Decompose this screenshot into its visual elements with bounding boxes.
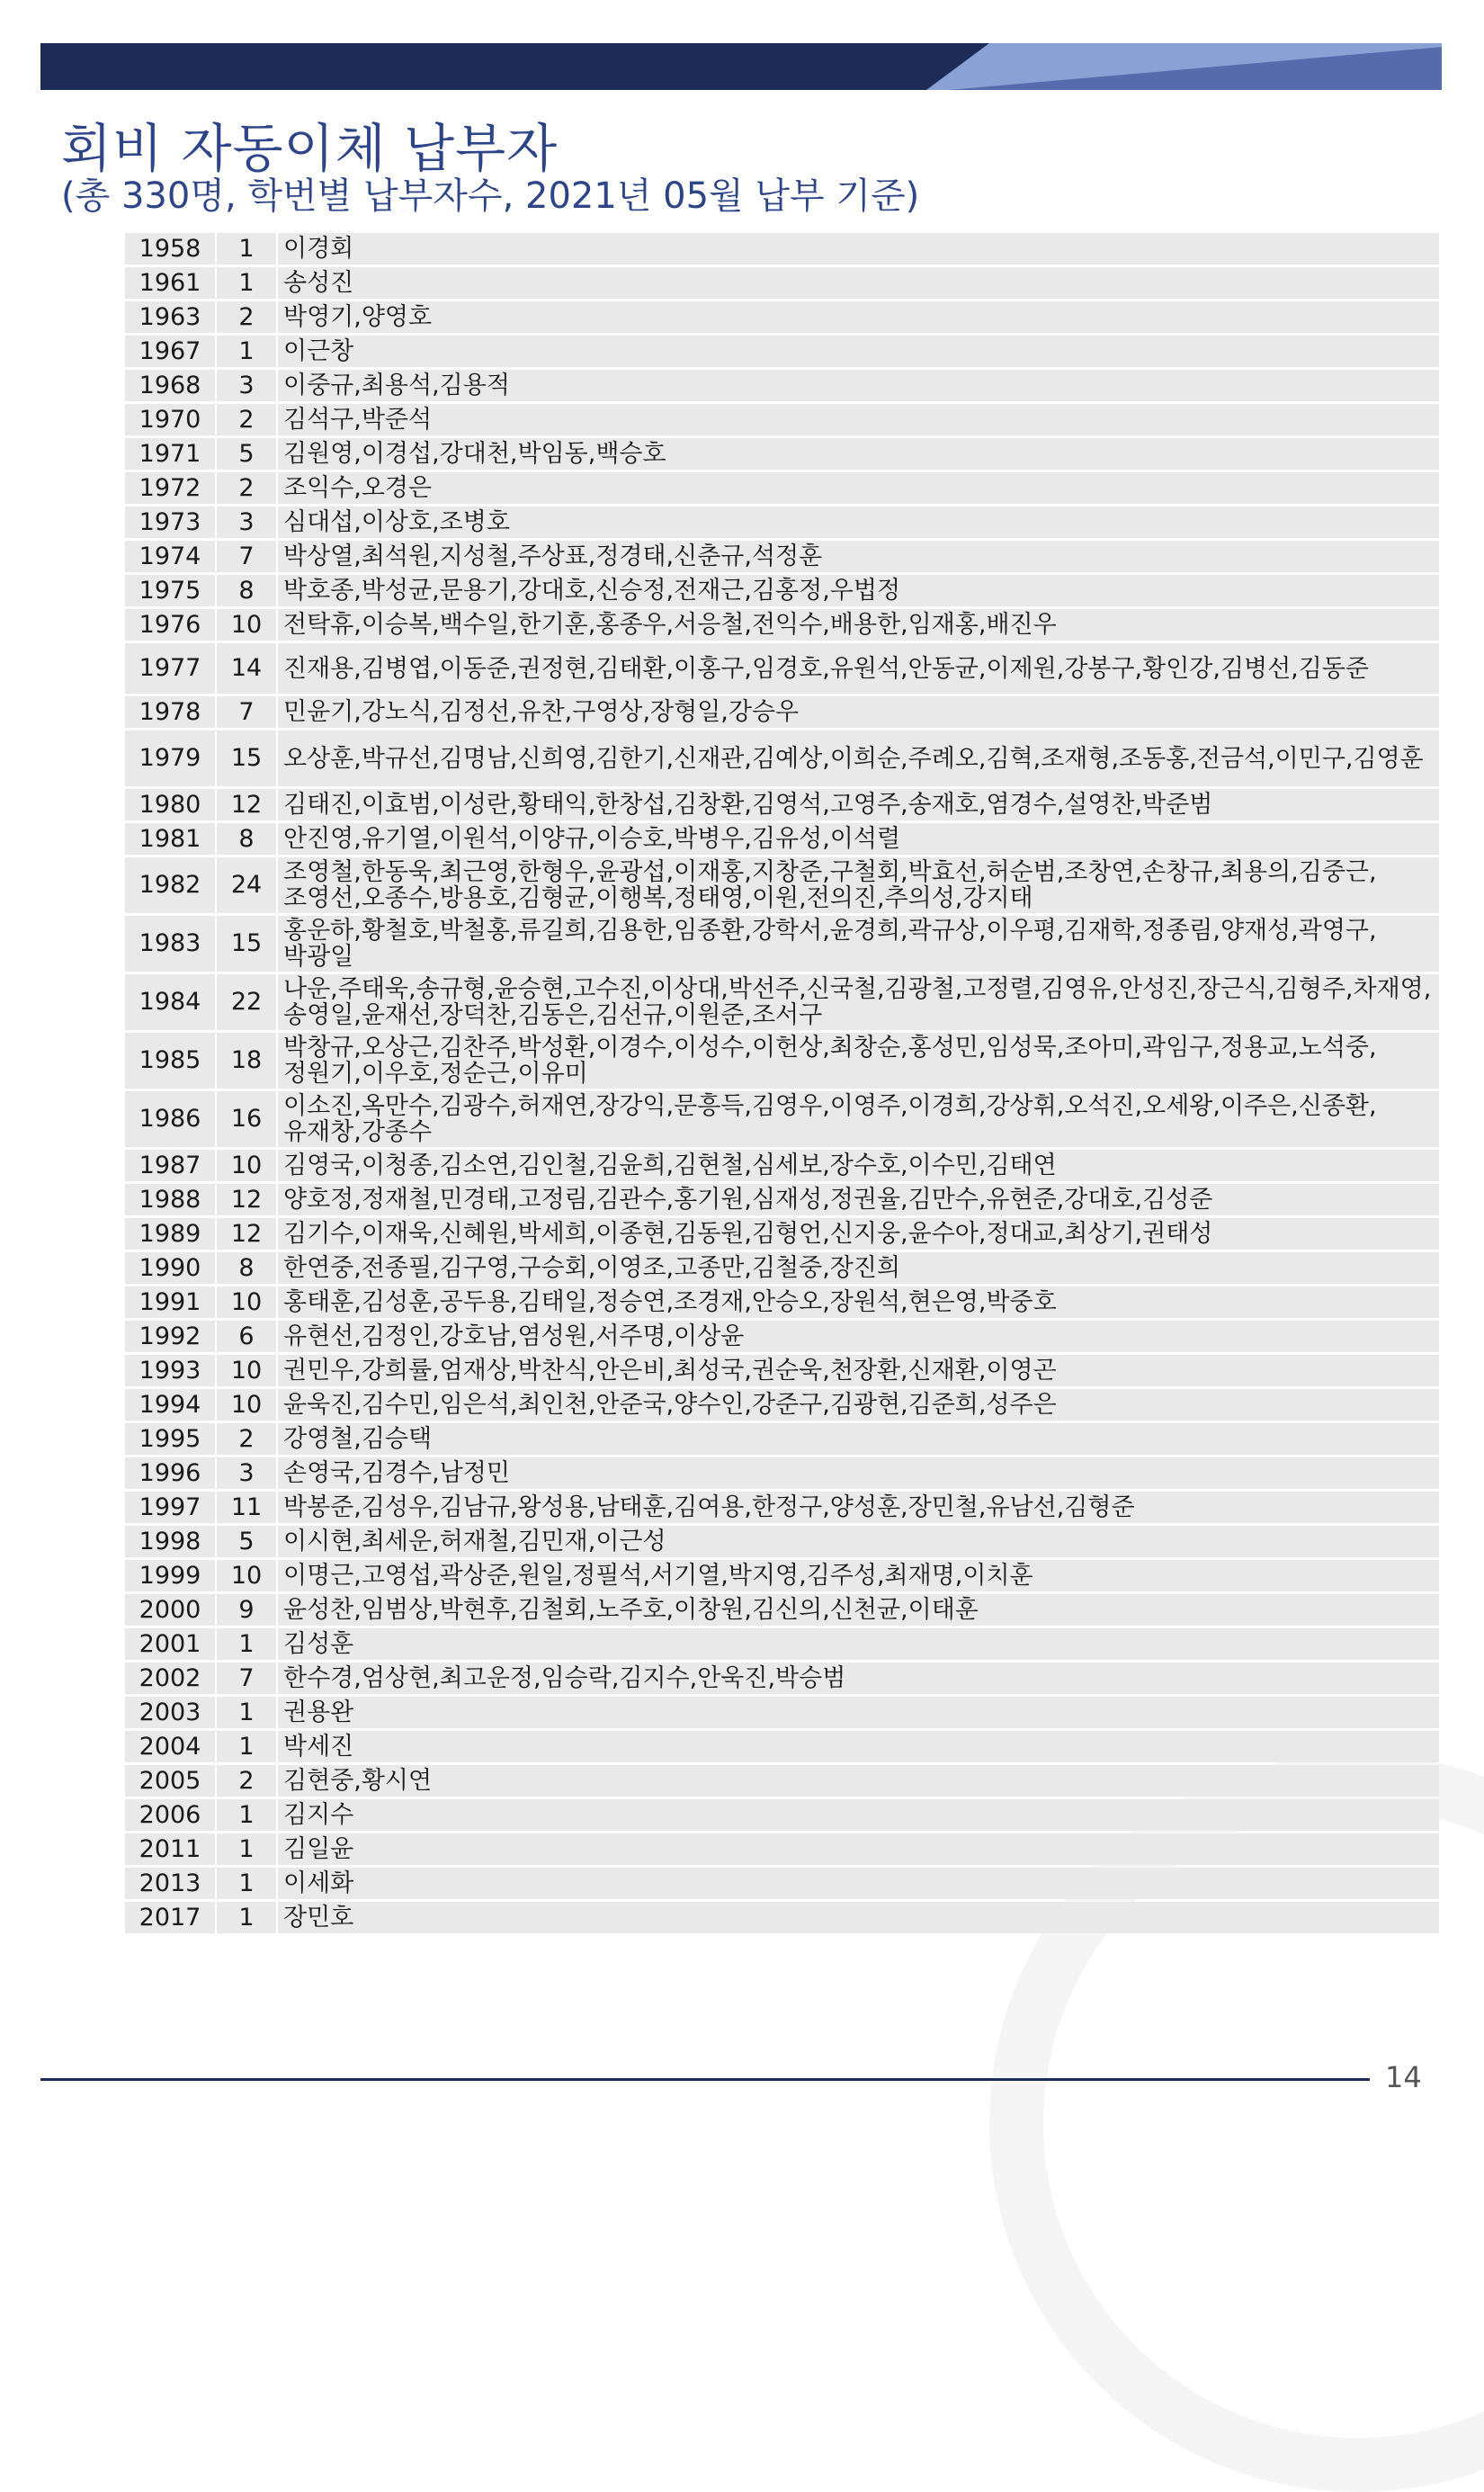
table-row [125, 438, 1439, 470]
table-row [125, 1902, 1439, 1933]
roster-year-cell: 2003 [125, 1697, 215, 1728]
roster-count-cell: 10 [217, 1286, 276, 1318]
roster-count-cell: 7 [217, 1663, 276, 1694]
roster-year-cell: 2004 [125, 1731, 215, 1762]
roster-year-cell: 2011 [125, 1833, 215, 1865]
table-row [125, 267, 1439, 299]
roster-count-cell: 1 [217, 1833, 276, 1865]
table-row [125, 1355, 1439, 1386]
table-row [125, 1833, 1439, 1865]
roster-year-cell: 2017 [125, 1902, 215, 1933]
roster-names-cell: 나운,주태욱,송규형,윤승현,고수진,이상대,박선주,신국철,김광철,고정렬,김영유,안성진,장근식,김형주,차재영,송영일,윤재선,장덕찬,김동은,김선규,이원준,조서구 [278, 974, 1439, 1030]
roster-year-cell: 1981 [125, 823, 215, 855]
table-row [125, 336, 1439, 367]
table-row [125, 1184, 1439, 1215]
page-number: 14 [1385, 2060, 1422, 2094]
table-row [125, 1252, 1439, 1284]
roster-count-cell: 9 [217, 1594, 276, 1626]
roster-names-cell: 김원영,이경섭,강대천,박임동,백승호 [278, 438, 1439, 470]
roster-names-cell: 이세화 [278, 1868, 1439, 1899]
roster-count-cell: 10 [217, 1560, 276, 1591]
roster-count-cell: 3 [217, 370, 276, 401]
table-row [125, 1457, 1439, 1489]
roster-names-cell: 김영국,이청종,김소연,김인철,김윤희,김현철,심세보,장수호,이수민,김태연 [278, 1150, 1439, 1181]
roster-year-cell: 1978 [125, 696, 215, 728]
roster-year-cell: 2002 [125, 1663, 215, 1694]
table-row [125, 1731, 1439, 1762]
roster-count-cell: 2 [217, 1423, 276, 1455]
roster-year-cell: 1973 [125, 506, 215, 538]
roster-names-cell: 박봉준,김성우,김남규,왕성용,남태훈,김여용,한정구,양성훈,장민철,유남선,김형준 [278, 1492, 1439, 1523]
table-row [125, 506, 1439, 538]
roster-names-cell: 김성훈 [278, 1628, 1439, 1660]
roster-count-cell: 12 [217, 789, 276, 820]
roster-body [125, 233, 1439, 1933]
roster-year-cell: 1967 [125, 336, 215, 367]
roster-year-cell: 1996 [125, 1457, 215, 1489]
roster-names-cell: 김지수 [278, 1799, 1439, 1831]
roster-count-cell: 1 [217, 1902, 276, 1933]
roster-count-cell: 7 [217, 696, 276, 728]
roster-year-cell: 1995 [125, 1423, 215, 1455]
table-row [125, 1765, 1439, 1797]
table-row [125, 643, 1439, 694]
roster-year-cell: 1999 [125, 1560, 215, 1591]
table-row [125, 823, 1439, 855]
roster-count-cell: 12 [217, 1184, 276, 1215]
roster-count-cell: 1 [217, 1799, 276, 1831]
table-row [125, 575, 1439, 606]
roster-year-cell: 1984 [125, 974, 215, 1030]
table-row [125, 1389, 1439, 1421]
roster-names-cell: 조영철,한동욱,최근영,한형우,윤광섭,이재홍,지창준,구철회,박효선,허순범,조창연,손창규,최용의,김중근,조영선,오종수,방용호,김형균,이행복,정태영,이원,전의진,추의성,강지태 [278, 857, 1439, 913]
roster-names-cell: 홍태훈,김성훈,공두용,김태일,정승연,조경재,안승오,장원석,현은영,박중호 [278, 1286, 1439, 1318]
footer-rule [40, 2078, 1370, 2081]
roster-count-cell: 3 [217, 506, 276, 538]
roster-year-cell: 1989 [125, 1218, 215, 1250]
table-row [125, 1628, 1439, 1660]
table-row [125, 696, 1439, 728]
roster-year-cell: 2006 [125, 1799, 215, 1831]
roster-count-cell: 14 [217, 643, 276, 694]
roster-names-cell: 김현중,황시연 [278, 1765, 1439, 1797]
table-row [125, 1091, 1439, 1147]
roster-count-cell: 2 [217, 404, 276, 435]
table-row [125, 472, 1439, 504]
roster-count-cell: 2 [217, 472, 276, 504]
roster-count-cell: 1 [217, 267, 276, 299]
roster-count-cell: 5 [217, 1526, 276, 1557]
roster-year-cell: 2005 [125, 1765, 215, 1797]
roster-names-cell: 한연중,전종필,김구영,구승회,이영조,고종만,김철중,장진희 [278, 1252, 1439, 1284]
page-subtitle: (총 330명, 학번별 납부자수, 2021년 05월 납부 기준) [61, 175, 920, 217]
roster-count-cell: 1 [217, 1731, 276, 1762]
roster-names-cell: 이명근,고영섭,곽상준,원일,정필석,서기열,박지영,김주성,최재명,이치훈 [278, 1560, 1439, 1591]
roster-count-cell: 6 [217, 1321, 276, 1352]
table-row [125, 1799, 1439, 1831]
roster-year-cell: 1977 [125, 643, 215, 694]
roster-names-cell: 한수경,엄상현,최고운정,임승락,김지수,안욱진,박승범 [278, 1663, 1439, 1694]
table-row [125, 1423, 1439, 1455]
roster-names-cell: 박상열,최석원,지성철,주상표,정경태,신춘규,석정훈 [278, 541, 1439, 572]
roster-names-cell: 박세진 [278, 1731, 1439, 1762]
roster-names-cell: 손영국,김경수,남정민 [278, 1457, 1439, 1489]
roster-year-cell: 2000 [125, 1594, 215, 1626]
table-row [125, 404, 1439, 435]
roster-count-cell: 8 [217, 1252, 276, 1284]
roster-names-cell: 홍운하,황철호,박철홍,류길희,김용한,임종환,강학서,윤경희,곽규상,이우평,김재학,정종림,양재성,곽영구,박광일 [278, 916, 1439, 972]
roster-year-cell: 1976 [125, 609, 215, 641]
roster-names-cell: 이중규,최용석,김용적 [278, 370, 1439, 401]
roster-count-cell: 8 [217, 823, 276, 855]
roster-names-cell: 이경회 [278, 233, 1439, 264]
roster-names-cell: 박호종,박성균,문용기,강대호,신승정,전재근,김홍정,우법정 [278, 575, 1439, 606]
table-row [125, 1663, 1439, 1694]
roster-year-cell: 1968 [125, 370, 215, 401]
roster-count-cell: 1 [217, 233, 276, 264]
roster-names-cell: 박영기,양영호 [278, 301, 1439, 333]
table-row [125, 1321, 1439, 1352]
roster-names-cell: 진재용,김병엽,이동준,권정현,김태환,이홍구,임경호,유원석,안동균,이제원,강봉구,황인강,김병선,김동준 [278, 643, 1439, 694]
roster-names-cell: 조익수,오경은 [278, 472, 1439, 504]
roster-names-cell: 이소진,옥만수,김광수,허재연,장강익,문흥득,김영우,이영주,이경희,강상휘,오석진,오세왕,이주은,신종환,유재창,강종수 [278, 1091, 1439, 1147]
roster-year-cell: 1998 [125, 1526, 215, 1557]
roster-year-cell: 1983 [125, 916, 215, 972]
roster-year-cell: 1986 [125, 1091, 215, 1147]
roster-count-cell: 1 [217, 336, 276, 367]
table-row [125, 609, 1439, 641]
roster-count-cell: 16 [217, 1091, 276, 1147]
roster-year-cell: 1992 [125, 1321, 215, 1352]
roster-count-cell: 1 [217, 1628, 276, 1660]
roster-year-cell: 1975 [125, 575, 215, 606]
table-row [125, 1697, 1439, 1728]
table-row [125, 1868, 1439, 1899]
roster-count-cell: 11 [217, 1492, 276, 1523]
roster-year-cell: 1987 [125, 1150, 215, 1181]
roster-names-cell: 유현선,김정인,강호남,염성원,서주명,이상윤 [278, 1321, 1439, 1352]
roster-count-cell: 18 [217, 1033, 276, 1089]
roster-names-cell: 강영철,김승택 [278, 1423, 1439, 1455]
roster-names-cell: 민윤기,강노식,김정선,유찬,구영상,장형일,강승우 [278, 696, 1439, 728]
roster-year-cell: 1970 [125, 404, 215, 435]
roster-names-cell: 윤욱진,김수민,임은석,최인천,안준국,양수인,강준구,김광현,김준희,성주은 [278, 1389, 1439, 1421]
roster-year-cell: 1958 [125, 233, 215, 264]
roster-year-cell: 2013 [125, 1868, 215, 1899]
roster-year-cell: 1972 [125, 472, 215, 504]
page-title: 회비 자동이체 납부자 [61, 118, 559, 179]
roster-year-cell: 1988 [125, 1184, 215, 1215]
roster-count-cell: 5 [217, 438, 276, 470]
roster-year-cell: 1993 [125, 1355, 215, 1386]
roster-count-cell: 24 [217, 857, 276, 913]
roster-year-cell: 1961 [125, 267, 215, 299]
table-row [125, 731, 1439, 786]
roster-names-cell: 송성진 [278, 267, 1439, 299]
table-row [125, 370, 1439, 401]
table-row [125, 1594, 1439, 1626]
table-row [125, 916, 1439, 972]
roster-names-cell: 양호정,정재철,민경태,고정림,김관수,홍기원,심재성,정권율,김만수,유현준,강대호,김성준 [278, 1184, 1439, 1215]
roster-year-cell: 1982 [125, 857, 215, 913]
table-row [125, 233, 1439, 264]
table-row [125, 1526, 1439, 1557]
roster-count-cell: 10 [217, 609, 276, 641]
roster-names-cell: 전탁휴,이승복,백수일,한기훈,홍종우,서응철,전익수,배용한,임재홍,배진우 [278, 609, 1439, 641]
roster-names-cell: 이근창 [278, 336, 1439, 367]
roster-count-cell: 10 [217, 1150, 276, 1181]
roster-year-cell: 1980 [125, 789, 215, 820]
roster-names-cell: 오상훈,박규선,김명남,신희영,김한기,신재관,김예상,이희순,주례오,김혁,조재형,조동홍,전금석,이민구,김영훈 [278, 731, 1439, 786]
table-row [125, 1492, 1439, 1523]
roster-names-cell: 권용완 [278, 1697, 1439, 1728]
roster-names-cell: 김기수,이재욱,신혜원,박세희,이종현,김동원,김형언,신지웅,윤수아,정대교,최상기,권태성 [278, 1218, 1439, 1250]
roster-count-cell: 12 [217, 1218, 276, 1250]
roster-names-cell: 박창규,오상근,김찬주,박성환,이경수,이성수,이헌상,최창순,홍성민,임성묵,조아미,곽임구,정용교,노석중,정원기,이우호,정순근,이유미 [278, 1033, 1439, 1089]
roster-count-cell: 10 [217, 1355, 276, 1386]
roster-names-cell: 김석구,박준석 [278, 404, 1439, 435]
roster-names-cell: 심대섭,이상호,조병호 [278, 506, 1439, 538]
roster-names-cell: 김일윤 [278, 1833, 1439, 1865]
roster-year-cell: 1979 [125, 731, 215, 786]
roster-year-cell: 1974 [125, 541, 215, 572]
roster-count-cell: 2 [217, 301, 276, 333]
roster-count-cell: 7 [217, 541, 276, 572]
roster-year-cell: 1971 [125, 438, 215, 470]
roster-names-cell: 권민우,강희률,엄재상,박찬식,안은비,최성국,권순욱,천장환,신재환,이영곤 [278, 1355, 1439, 1386]
table-row [125, 974, 1439, 1030]
roster-year-cell: 1991 [125, 1286, 215, 1318]
roster-count-cell: 3 [217, 1457, 276, 1489]
member-roster-table [123, 230, 1441, 1936]
table-row [125, 1560, 1439, 1591]
roster-names-cell: 김태진,이효범,이성란,황태익,한창섭,김창환,김영석,고영주,송재호,염경수,설영찬,박준범 [278, 789, 1439, 820]
table-row [125, 789, 1439, 820]
roster-names-cell: 이시현,최세운,허재철,김민재,이근성 [278, 1526, 1439, 1557]
roster-year-cell: 1963 [125, 301, 215, 333]
roster-count-cell: 2 [217, 1765, 276, 1797]
roster-count-cell: 15 [217, 731, 276, 786]
roster-count-cell: 22 [217, 974, 276, 1030]
table-row [125, 857, 1439, 913]
table-row [125, 1286, 1439, 1318]
roster-names-cell: 윤성찬,임범상,박현후,김철회,노주호,이창원,김신의,신천균,이태훈 [278, 1594, 1439, 1626]
roster-names-cell: 안진영,유기열,이원석,이양규,이승호,박병우,김유성,이석렬 [278, 823, 1439, 855]
roster-count-cell: 10 [217, 1389, 276, 1421]
table-row [125, 1150, 1439, 1181]
roster-count-cell: 15 [217, 916, 276, 972]
table-row [125, 1033, 1439, 1089]
roster-year-cell: 1985 [125, 1033, 215, 1089]
table-row [125, 541, 1439, 572]
roster-year-cell: 1990 [125, 1252, 215, 1284]
roster-year-cell: 2001 [125, 1628, 215, 1660]
roster-count-cell: 1 [217, 1697, 276, 1728]
roster-count-cell: 8 [217, 575, 276, 606]
roster-year-cell: 1997 [125, 1492, 215, 1523]
table-row [125, 1218, 1439, 1250]
header-band [40, 43, 1442, 90]
table-row [125, 301, 1439, 333]
roster-names-cell: 장민호 [278, 1902, 1439, 1933]
roster-count-cell: 1 [217, 1868, 276, 1899]
roster-year-cell: 1994 [125, 1389, 215, 1421]
